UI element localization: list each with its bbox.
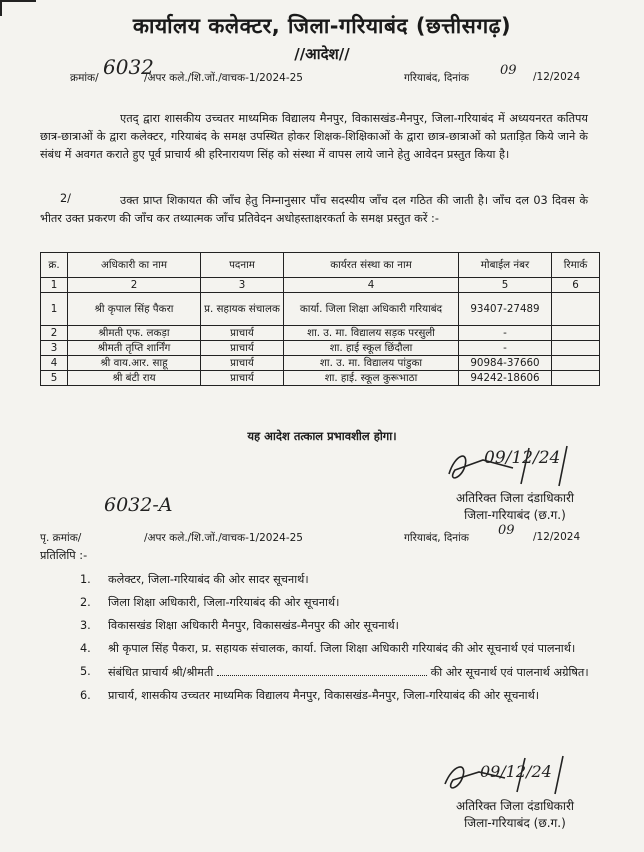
list-item: [80, 617, 590, 635]
cell-remark: [552, 341, 600, 356]
ref-line: [70, 71, 99, 85]
table-row: [41, 341, 600, 356]
col-header: क्र.: [41, 253, 68, 278]
col-header: अधिकारी का नाम: [68, 253, 201, 278]
office-title: कार्यालय कलेक्टर, जिला-गरियाबंद (छत्तीसगढ़): [132, 14, 512, 38]
index-cell: 4: [284, 278, 459, 293]
effect-statement: यह आदेश तत्काल प्रभावशील होगा।: [247, 429, 397, 443]
list-text-after: की ओर सूचनार्थ एवं पालनार्थ अग्रेषित।: [430, 666, 589, 679]
endorsement-date-month-year: /12/2024: [533, 531, 581, 543]
blank-fill-line: [217, 663, 427, 676]
list-item: [80, 640, 590, 658]
col-header: रिमार्क: [552, 253, 600, 278]
cell-serial: 1: [41, 293, 68, 326]
list-number: 1.: [80, 573, 91, 586]
index-cell: 1: [41, 278, 68, 293]
list-item: [80, 687, 590, 705]
cell-mobile: 93407-27489: [459, 293, 552, 326]
index-cell: 3: [201, 278, 284, 293]
order-heading: //आदेश//: [294, 45, 350, 63]
cell-institution: कार्या. जिला शिक्षा अधिकारी गरियाबंद: [284, 293, 459, 326]
list-number: 3.: [80, 619, 91, 632]
table-row: [41, 293, 600, 326]
cell-officer-name: श्री बंटी राय: [68, 371, 201, 386]
cell-serial: 4: [41, 356, 68, 371]
list-text: जिला शिक्षा अधिकारी, जिला-गरियाबंद की ओर सूचनार्थ।: [108, 596, 340, 609]
list-text: कलेक्टर, जिला-गरियाबंद की ओर सादर सूचनार्थ।: [108, 573, 309, 586]
cell-serial: 2: [41, 326, 68, 341]
col-header: कार्यरत संस्था का नाम: [284, 253, 459, 278]
list-text-before: संबंधित प्राचार्य श्री/श्रीमती: [108, 666, 214, 679]
col-header: मोबाईल नंबर: [459, 253, 552, 278]
paragraph-2-number: 2/: [60, 192, 71, 205]
index-cell: 6: [552, 278, 600, 293]
signature-2-block: [420, 798, 610, 832]
endorsement-ref-text: /अपर कले./शि.जों./वाचक-1/2024-25: [144, 532, 303, 544]
list-text: श्री कृपाल सिंह पैकरा, प्र. सहायक संचालक, कार्या. जिला शिक्षा अधिकारी गरियाबंद की ओर सूचनार्थ एवं पालनार्थ।: [108, 642, 576, 655]
cell-remark: [552, 371, 600, 386]
signature-2-date: 09/12/24: [480, 762, 552, 781]
cell-designation: प्राचार्य: [201, 341, 284, 356]
date-label: गरियाबंद, दिनांक: [404, 72, 469, 84]
cell-designation: प्राचार्य: [201, 371, 284, 386]
signatory-district: जिला-गरियाबंद (छ.ग.): [464, 816, 566, 830]
table-row: [41, 326, 600, 341]
list-number: 5.: [80, 665, 91, 678]
cell-institution: शा. हाई. स्कूल कुरूभाठा: [284, 371, 459, 386]
signature-1-block: [420, 490, 610, 524]
list-item: [80, 594, 590, 612]
copy-list: [80, 571, 590, 710]
list-number: 4.: [80, 642, 91, 655]
list-number: 6.: [80, 689, 91, 702]
list-number: 2.: [80, 596, 91, 609]
cell-designation: प्र. सहायक संचालक: [201, 293, 284, 326]
col-header: पदनाम: [201, 253, 284, 278]
cell-remark: [552, 356, 600, 371]
cell-mobile: -: [459, 341, 552, 356]
ref-number-handwritten: 6032: [103, 55, 154, 79]
ref-text: /अपर कले./शि.जों./वाचक-1/2024-25: [144, 72, 303, 84]
table-row: [41, 371, 600, 386]
index-cell: 2: [68, 278, 201, 293]
cell-serial: 5: [41, 371, 68, 386]
list-item: [80, 571, 590, 589]
cell-officer-name: श्री वाय.आर. साहू: [68, 356, 201, 371]
list-text: विकासखंड शिक्षा अधिकारी मैनपुर, विकासखंड-मैनपुर की ओर सूचनार्थ।: [108, 619, 399, 632]
paragraph-1: एतद् द्वारा शासकीय उच्चतर माध्यमिक विद्यालय मैनपुर, विकासखंड-मैनपुर, जिला-गरियाबंद में अध्ययनरत कतिपय छात्र-छात्राओं के द्वारा कलेक्टर, गरियाबंद के समक्ष उपस्थित होकर शिक्षक-शिक्षिकाओं के द्वारा छात्र-छात्राओं को प्रताड़ित किये जाने के संबंध में अवगत कराते हुए पूर्व प्राचार्य श्री हरिनारायण सिंह को संस्था में वापस लाये जाने हेतु आवेदन प्रस्तुत किया है।: [40, 112, 588, 161]
cell-officer-name: श्री कृपाल सिंह पैकरा: [68, 293, 201, 326]
date-month-year: /12/2024: [533, 71, 581, 83]
endorsement-prefix: पृ. क्रमांक/: [40, 532, 82, 544]
cell-remark: [552, 326, 600, 341]
cell-designation: प्राचार्य: [201, 326, 284, 341]
index-cell: 5: [459, 278, 552, 293]
cell-serial: 3: [41, 341, 68, 356]
cell-institution: शा. उ. मा. विद्यालय पांडुका: [284, 356, 459, 371]
cell-institution: शा. हाई स्कूल छिंदौला: [284, 341, 459, 356]
date-day-handwritten: 09: [500, 63, 517, 78]
cell-officer-name: श्रीमती एफ. लकड़ा: [68, 326, 201, 341]
cell-remark: [552, 293, 600, 326]
paragraph-2: उक्त प्राप्त शिकायत की जाँच हेतु निम्नानुसार पाँच सदस्यीय जाँच दल गठित की जाती है। जाँच दल 03 दिवस के भीतर उक्त प्रकरण की जाँच कर तथ्यात्मक जाँच प्रतिवेदन अधोहस्ताक्षरकर्ता के समक्ष प्रस्तुत करें :-: [40, 194, 588, 225]
list-text: प्राचार्य, शासकीय उच्चतर माध्यमिक विद्यालय मैनपुर, विकासखंड-मैनपुर, जिला-गरियाबंद की ओर सूचनार्थ।: [108, 689, 540, 702]
cell-institution: शा. उ. मा. विद्यालय सड़क परसुली: [284, 326, 459, 341]
signatory-district: जिला-गरियाबंद (छ.ग.): [464, 508, 566, 522]
cell-designation: प्राचार्य: [201, 356, 284, 371]
signatory-designation: अतिरिक्त जिला दंडाधिकारी: [455, 491, 575, 505]
committee-table: [40, 252, 600, 386]
endorsement-date-label: गरियाबंद, दिनांक: [404, 532, 469, 544]
signatory-designation: अतिरिक्त जिला दंडाधिकारी: [455, 799, 575, 813]
table-index-row: [41, 278, 600, 293]
list-item: [80, 663, 590, 682]
cell-mobile: 90984-37660: [459, 356, 552, 371]
cell-officer-name: श्रीमती तृप्ति शार्निंग: [68, 341, 201, 356]
signature-1-date: 09/12/24: [484, 448, 561, 468]
table-header-row: [41, 253, 600, 278]
cell-mobile: -: [459, 326, 552, 341]
copy-to-label: प्रतिलिपि :-: [40, 549, 88, 562]
cell-mobile: 94242-18606: [459, 371, 552, 386]
ref-prefix: क्रमांक/: [70, 72, 99, 84]
table-row: [41, 356, 600, 371]
endorsement-date-day-handwritten: 09: [498, 523, 515, 538]
endorsement-number-handwritten: 6032-A: [104, 494, 173, 516]
